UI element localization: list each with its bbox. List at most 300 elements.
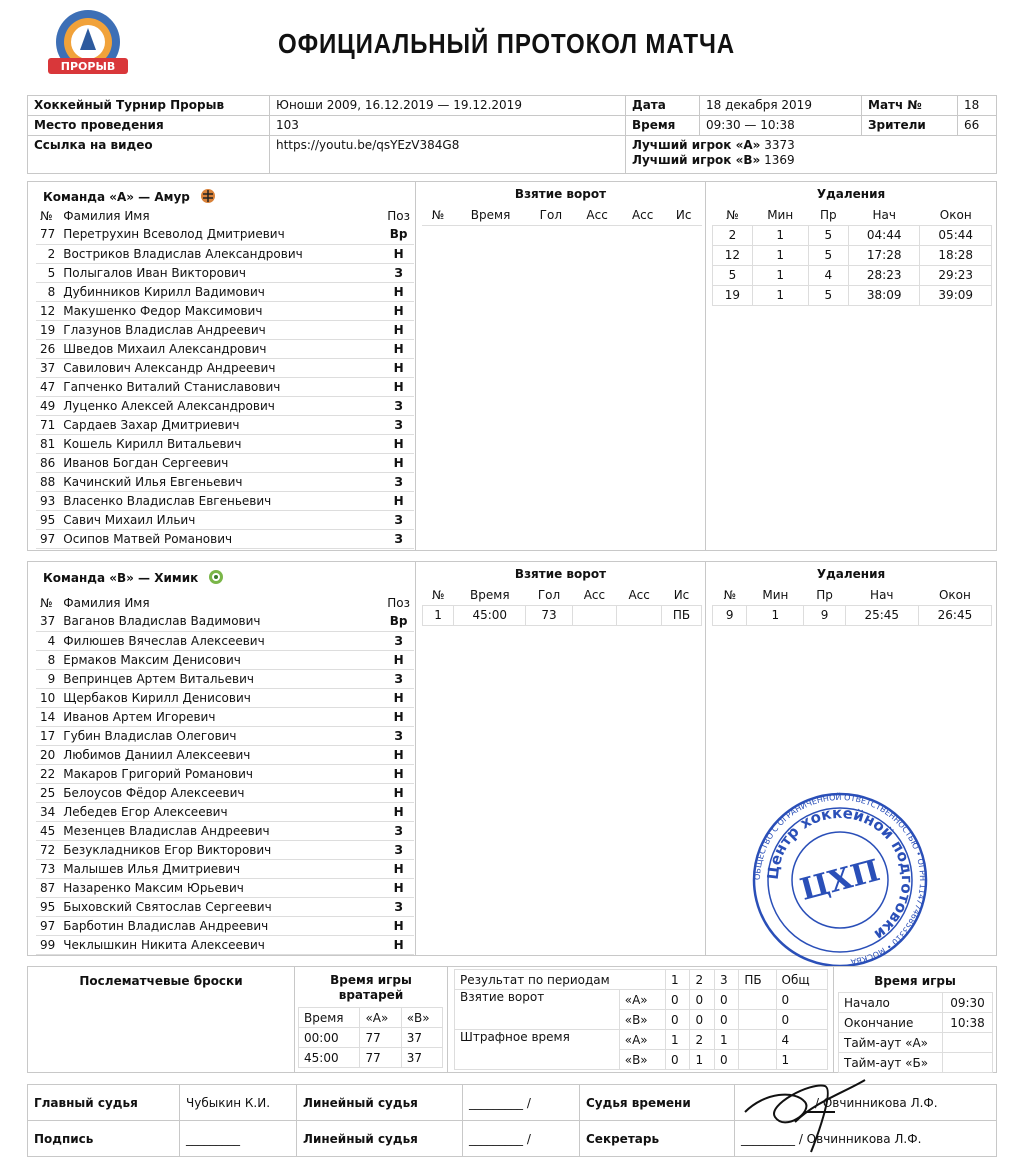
player-number: 97 bbox=[36, 529, 59, 548]
match-number: 18 bbox=[958, 96, 997, 116]
team-a-roster bbox=[28, 182, 416, 550]
player-row bbox=[36, 840, 414, 859]
best-players: Лучший игрок «А» 3373 Лучший игрок «В» 1369 bbox=[626, 136, 997, 174]
column-header: 2 bbox=[690, 970, 714, 990]
column-header: Ис bbox=[665, 205, 702, 225]
player-name: Макаров Григорий Романович bbox=[59, 764, 383, 783]
player-row bbox=[36, 225, 414, 244]
period-cell: 2 bbox=[690, 1030, 714, 1050]
player-position: Н bbox=[383, 301, 414, 320]
gk-cell: 77 bbox=[360, 1048, 401, 1068]
player-position: Вр bbox=[383, 225, 414, 244]
player-name: Иванов Богдан Сергеевич bbox=[59, 453, 383, 472]
player-position: З bbox=[383, 415, 414, 434]
player-position: З bbox=[383, 897, 414, 916]
column-header: Окон bbox=[920, 205, 992, 225]
player-row bbox=[36, 935, 414, 954]
column-header: Асс bbox=[572, 585, 617, 605]
grid-cell: 1 bbox=[752, 265, 808, 285]
grid-header bbox=[422, 205, 702, 225]
column-header: № bbox=[713, 205, 753, 225]
player-position: Н bbox=[383, 434, 414, 453]
grid-row bbox=[713, 265, 992, 285]
line-ref-1: _________ / bbox=[463, 1085, 580, 1121]
grid-cell: ПБ bbox=[662, 605, 702, 625]
periods-table bbox=[454, 969, 828, 1070]
player-number: 9 bbox=[36, 669, 59, 688]
date-label: Дата bbox=[626, 96, 700, 116]
player-name: Ермаков Максим Денисович bbox=[59, 650, 383, 669]
player-row bbox=[36, 358, 414, 377]
player-number: 12 bbox=[36, 301, 59, 320]
column-header: 3 bbox=[714, 970, 738, 990]
player-name: Савич Михаил Ильич bbox=[59, 510, 383, 529]
grid-row bbox=[713, 285, 992, 305]
tiger-logo-icon bbox=[200, 188, 216, 204]
team-b-goals bbox=[416, 562, 706, 955]
game-time-table: Начало 09:30 Окончание 10:38 Тайм-аут «А» Тайм-аут «Б» bbox=[838, 992, 993, 1073]
player-position: Н bbox=[383, 320, 414, 339]
team-mark: «В» bbox=[619, 1050, 665, 1070]
player-name: Перетрухин Всеволод Дмитриевич bbox=[59, 225, 383, 244]
goalie-time-title: Время игры вратарей bbox=[330, 973, 412, 1002]
player-number: 14 bbox=[36, 707, 59, 726]
team-mark: «А» bbox=[619, 990, 665, 1010]
game-time-title: Время игры bbox=[874, 974, 956, 988]
column-header: Асс bbox=[617, 585, 662, 605]
player-row bbox=[36, 859, 414, 878]
period-cell bbox=[739, 1030, 776, 1050]
player-name: Любимов Даниил Алексеевич bbox=[59, 745, 383, 764]
player-name: Луценко Алексей Александрович bbox=[59, 396, 383, 415]
period-cell: 0 bbox=[666, 1010, 690, 1030]
row-label: Штрафное время bbox=[455, 1030, 620, 1070]
player-position: Н bbox=[383, 859, 414, 878]
player-row bbox=[36, 510, 414, 529]
period-cell: 1 bbox=[666, 1030, 690, 1050]
column-header: № bbox=[422, 205, 454, 225]
match-number-label: Матч № bbox=[862, 96, 958, 116]
column-header: Гол bbox=[526, 585, 572, 605]
column-header: Общ bbox=[776, 970, 827, 990]
column-header: 1 bbox=[666, 970, 690, 990]
player-position: Н bbox=[383, 650, 414, 669]
player-name: Вепринцев Артем Витальевич bbox=[59, 669, 383, 688]
period-cell: 0 bbox=[776, 990, 827, 1010]
column-header: Окон bbox=[918, 585, 991, 605]
period-cell: 1 bbox=[714, 1030, 738, 1050]
column-header: Мин bbox=[747, 585, 804, 605]
player-number: 95 bbox=[36, 897, 59, 916]
period-row bbox=[455, 1030, 828, 1050]
grid-cell: 05:44 bbox=[920, 225, 992, 245]
player-row bbox=[36, 688, 414, 707]
grid-cell: 38:09 bbox=[848, 285, 919, 305]
sign-blank: _________ bbox=[180, 1121, 297, 1157]
grid-cell: 2 bbox=[713, 225, 753, 245]
player-number: 71 bbox=[36, 415, 59, 434]
match-info-table bbox=[27, 95, 997, 174]
grid-cell bbox=[572, 605, 617, 625]
team-mark: «А» bbox=[619, 1030, 665, 1050]
grid-header bbox=[713, 585, 992, 605]
column-header: Пр bbox=[804, 585, 845, 605]
team-b-roster bbox=[28, 562, 416, 955]
gk-header bbox=[299, 1008, 443, 1028]
team-a-penalties-title: Удаления bbox=[816, 187, 886, 201]
player-number: 26 bbox=[36, 339, 59, 358]
line-ref-2: _________ / bbox=[463, 1121, 580, 1157]
player-row bbox=[36, 764, 414, 783]
periods-panel bbox=[448, 967, 834, 1072]
player-name: Дубинников Кирилл Вадимович bbox=[59, 282, 383, 301]
player-number: 72 bbox=[36, 840, 59, 859]
column-header: № bbox=[423, 585, 454, 605]
column-header: Нач bbox=[848, 205, 919, 225]
tournament-logo bbox=[44, 8, 132, 80]
column-header: «В» bbox=[401, 1008, 442, 1028]
period-cell: 1 bbox=[776, 1050, 827, 1070]
team-a-goals-title: Взятие ворот bbox=[514, 187, 607, 201]
gk-cell: 77 bbox=[360, 1028, 401, 1048]
period-cell: 0 bbox=[690, 990, 714, 1010]
player-row bbox=[36, 669, 414, 688]
player-position: Н bbox=[383, 916, 414, 935]
team-a-goals-table bbox=[422, 205, 702, 226]
head-ref-label: Главный судья bbox=[28, 1085, 180, 1121]
line-ref-label-1: Линейный судья bbox=[297, 1085, 463, 1121]
video-link[interactable]: https://youtu.be/qsYEzV384G8 bbox=[270, 136, 626, 174]
player-position: З bbox=[383, 529, 414, 548]
player-name: Быховский Святослав Сергеевич bbox=[59, 897, 383, 916]
grid-cell: 19 bbox=[713, 285, 753, 305]
player-number: 8 bbox=[36, 282, 59, 301]
player-position: Н bbox=[383, 453, 414, 472]
match-time: 09:30 — 10:38 bbox=[700, 116, 862, 136]
grid-cell: 9 bbox=[713, 605, 747, 625]
player-row bbox=[36, 396, 414, 415]
player-number: 99 bbox=[36, 935, 59, 954]
player-position: Н bbox=[383, 745, 414, 764]
team-a-penalties bbox=[706, 182, 996, 550]
player-name: Кошель Кирилл Витальевич bbox=[59, 434, 383, 453]
player-number: 19 bbox=[36, 320, 59, 339]
player-position: Н bbox=[383, 707, 414, 726]
grid-cell: 28:23 bbox=[848, 265, 919, 285]
period-header bbox=[455, 970, 828, 990]
period-cell: 1 bbox=[690, 1050, 714, 1070]
period-cell: 0 bbox=[666, 990, 690, 1010]
grid-cell: 25:45 bbox=[845, 605, 918, 625]
player-name: Полыгалов Иван Викторович bbox=[59, 263, 383, 282]
player-name: Барботин Владислав Андреевич bbox=[59, 916, 383, 935]
grid-cell: 9 bbox=[804, 605, 845, 625]
player-row bbox=[36, 745, 414, 764]
grid-cell: 45:00 bbox=[454, 605, 526, 625]
svg-text:ОБЩЕСТВО С ОГРАНИЧЕННОЙ ОТВЕТС: ОБЩЕСТВО С ОГРАНИЧЕННОЙ ОТВЕТСТВЕННОСТЬЮ • ОГРН 1147746853310 • МОСКВА bbox=[752, 792, 928, 967]
grid-row bbox=[423, 605, 702, 625]
player-number: 49 bbox=[36, 396, 59, 415]
svg-text:Центр хоккейной подготовки: Центр хоккейной подготовки bbox=[763, 803, 917, 944]
column-header: «А» bbox=[360, 1008, 401, 1028]
logo-text: ПРОРЫВ bbox=[60, 60, 116, 73]
team-b-goals-table bbox=[422, 585, 702, 626]
grid-cell: 5 bbox=[713, 265, 753, 285]
division: Юноши 2009, 16.12.2019 — 19.12.2019 bbox=[270, 96, 626, 116]
period-cell bbox=[739, 1010, 776, 1030]
player-row bbox=[36, 320, 414, 339]
player-position: Н bbox=[383, 878, 414, 897]
period-cell: 0 bbox=[690, 1010, 714, 1030]
player-number: 37 bbox=[36, 612, 59, 631]
column-header: Время bbox=[454, 205, 528, 225]
player-name: Сардаев Захар Дмитриевич bbox=[59, 415, 383, 434]
column-header: Время bbox=[454, 585, 526, 605]
grid-cell: 5 bbox=[808, 285, 848, 305]
period-cell: 4 bbox=[776, 1030, 827, 1050]
tournament-name: Хоккейный Турнир Прорыв bbox=[28, 96, 270, 116]
svg-text:ЦХП: ЦХП bbox=[796, 853, 884, 908]
player-number: 88 bbox=[36, 472, 59, 491]
goalie-time-table bbox=[298, 1007, 443, 1068]
gk-cell: 45:00 bbox=[299, 1048, 360, 1068]
player-row bbox=[36, 783, 414, 802]
player-name: Качинский Илья Евгеньевич bbox=[59, 472, 383, 491]
grid-header bbox=[713, 205, 992, 225]
player-number: 37 bbox=[36, 358, 59, 377]
time-label: Время bbox=[626, 116, 700, 136]
page-title: ОФИЦИАЛЬНЫЙ ПРОТОКОЛ МАТЧА bbox=[278, 28, 736, 59]
player-row bbox=[36, 878, 414, 897]
player-position: Н bbox=[383, 688, 414, 707]
team-b-roster-table: № Фамилия Имя Поз 37 Ваганов Владислав Вадимович Вр 4 Филюшев Вячеслав Алексеевич З 8 Ермаков Максим Денисович Н 9 Вепринцев Артем Витальевич З 10 Щербаков Кирилл Денисович Н 14 Иванов Артем Игоревич Н 17 Губин Владислав Олегович З 20 Любимов Даниил Алексеевич Н 22 Макаров Григорий Романович Н 25 Белоусов Фёдор Алексеевич Н 34 Лебедев Егор Алексеевич Н 45 Мезенцев Владислав Андреевич З 72 Безукладников Егор Викторович З 73 Малышев Илья Дмитриевич Н 87 Назаренко Максим Юрьевич Н 95 Быховский Святослав Сергеевич З 97 Барботин Владислав Андреевич Н 99 Чеклышкин Никита Алексеевич Н bbox=[36, 593, 414, 955]
team-b-title: Команда «В» — Химик bbox=[43, 569, 224, 585]
player-row bbox=[36, 434, 414, 453]
player-position: Н bbox=[383, 764, 414, 783]
period-cell bbox=[739, 1050, 776, 1070]
player-row bbox=[36, 415, 414, 434]
player-name: Востриков Владислав Александрович bbox=[59, 244, 383, 263]
gk-cell: 37 bbox=[401, 1048, 442, 1068]
player-number: 17 bbox=[36, 726, 59, 745]
grid-cell: 4 bbox=[808, 265, 848, 285]
column-header: Гол bbox=[527, 205, 574, 225]
shootout-panel bbox=[28, 967, 295, 1072]
player-row bbox=[36, 821, 414, 840]
periods-title: Результат по периодам bbox=[455, 970, 666, 990]
player-position: Н bbox=[383, 491, 414, 510]
grid-cell: 73 bbox=[526, 605, 572, 625]
player-row bbox=[36, 282, 414, 301]
column-header: Асс bbox=[620, 205, 666, 225]
player-row bbox=[36, 612, 414, 631]
player-position: Н bbox=[383, 377, 414, 396]
grid-cell: 29:23 bbox=[920, 265, 992, 285]
team-a-roster-table: № Фамилия Имя Поз 77 Перетрухин Всеволод Дмитриевич Вр 2 Востриков Владислав Александрович Н 5 Полыгалов Иван Викторович З 8 Дубинников Кирилл Вадимович Н 12 Макушенко Федор Максимович Н 19 Глазунов Владислав Андреевич Н 26 Шведов Михаил Александрович Н 37 Савилович Александр Андреевич Н 47 Гапченко Виталий Станиславович Н 49 Луценко Алексей Александрович З 71 Сардаев Захар Дмитриевич З 81 Кошель Кирилл Витальевич Н 86 Иванов Богдан Сергеевич Н 88 Качинский Илья Евгеньевич З 93 Власенко Владислав Евгеньевич Н 95 Савич Михаил Ильич З 97 Осипов Матвей Романович З bbox=[36, 206, 414, 549]
player-number: 22 bbox=[36, 764, 59, 783]
player-row bbox=[36, 802, 414, 821]
player-position: Н bbox=[383, 339, 414, 358]
player-number: 95 bbox=[36, 510, 59, 529]
grid-cell: 18:28 bbox=[920, 245, 992, 265]
player-name: Макушенко Федор Максимович bbox=[59, 301, 383, 320]
player-name: Савилович Александр Андреевич bbox=[59, 358, 383, 377]
player-row bbox=[36, 244, 414, 263]
player-number: 77 bbox=[36, 225, 59, 244]
player-position: З bbox=[383, 840, 414, 859]
player-name: Глазунов Владислав Андреевич bbox=[59, 320, 383, 339]
line-ref-label-2: Линейный судья bbox=[297, 1121, 463, 1157]
period-cell: 0 bbox=[714, 1050, 738, 1070]
player-position: З bbox=[383, 263, 414, 282]
team-b-penalties-table bbox=[712, 585, 992, 626]
grid-cell: 5 bbox=[808, 245, 848, 265]
player-row bbox=[36, 377, 414, 396]
player-name: Осипов Матвей Романович bbox=[59, 529, 383, 548]
grid-cell: 39:09 bbox=[920, 285, 992, 305]
player-name: Щербаков Кирилл Денисович bbox=[59, 688, 383, 707]
venue-label: Место проведения bbox=[28, 116, 270, 136]
player-number: 87 bbox=[36, 878, 59, 897]
player-row bbox=[36, 916, 414, 935]
player-row bbox=[36, 707, 414, 726]
column-header: Пр bbox=[808, 205, 848, 225]
player-number: 93 bbox=[36, 491, 59, 510]
player-name: Филюшев Вячеслав Алексеевич bbox=[59, 631, 383, 650]
team-a-goals bbox=[416, 182, 706, 550]
team-mark: «В» bbox=[619, 1010, 665, 1030]
team-a-penalties-table bbox=[712, 205, 992, 306]
period-cell: 0 bbox=[776, 1010, 827, 1030]
column-header: Время bbox=[299, 1008, 360, 1028]
sign-label: Подпись bbox=[28, 1121, 180, 1157]
player-name: Лебедев Егор Алексеевич bbox=[59, 802, 383, 821]
player-name: Мезенцев Владислав Андреевич bbox=[59, 821, 383, 840]
video-label: Ссылка на видео bbox=[28, 136, 270, 174]
timekeeper: / Овчинникова Л.Ф. bbox=[735, 1085, 997, 1121]
secretary: _________ / Овчинникова Л.Ф. bbox=[735, 1121, 997, 1157]
player-row bbox=[36, 472, 414, 491]
player-row bbox=[36, 631, 414, 650]
player-position: Н bbox=[383, 358, 414, 377]
timekeeper-label: Судья времени bbox=[580, 1085, 735, 1121]
match-date: 18 декабря 2019 bbox=[700, 96, 862, 116]
player-number: 4 bbox=[36, 631, 59, 650]
player-position: Н bbox=[383, 935, 414, 954]
period-cell: 0 bbox=[714, 990, 738, 1010]
player-position: Н bbox=[383, 783, 414, 802]
player-number: 8 bbox=[36, 650, 59, 669]
player-name: Ваганов Владислав Вадимович bbox=[59, 612, 383, 631]
gk-row bbox=[299, 1048, 443, 1068]
player-row bbox=[36, 529, 414, 548]
period-cell: 0 bbox=[714, 1010, 738, 1030]
player-name: Назаренко Максим Юрьевич bbox=[59, 878, 383, 897]
grid-row bbox=[713, 245, 992, 265]
player-row bbox=[36, 453, 414, 472]
column-header: Асс bbox=[574, 205, 620, 225]
player-position: Н bbox=[383, 244, 414, 263]
player-row bbox=[36, 726, 414, 745]
player-position: З bbox=[383, 510, 414, 529]
spectators: 66 bbox=[958, 116, 997, 136]
himik-logo-icon bbox=[208, 569, 224, 585]
player-name: Шведов Михаил Александрович bbox=[59, 339, 383, 358]
grid-cell: 12 bbox=[713, 245, 753, 265]
grid-cell: 1 bbox=[752, 225, 808, 245]
player-number: 86 bbox=[36, 453, 59, 472]
column-header: ПБ bbox=[739, 970, 776, 990]
grid-cell: 5 bbox=[808, 225, 848, 245]
gk-cell: 37 bbox=[401, 1028, 442, 1048]
game-time-panel bbox=[834, 967, 996, 1072]
grid-row bbox=[713, 605, 992, 625]
player-position: З bbox=[383, 726, 414, 745]
player-position: З bbox=[383, 472, 414, 491]
player-number: 47 bbox=[36, 377, 59, 396]
official-stamp bbox=[750, 790, 930, 970]
team-a-section bbox=[27, 181, 997, 551]
team-b-goals-title: Взятие ворот bbox=[514, 567, 607, 581]
signature bbox=[735, 1072, 875, 1156]
period-row bbox=[455, 990, 828, 1010]
goalie-time-panel bbox=[295, 967, 448, 1072]
grid-cell: 26:45 bbox=[918, 605, 991, 625]
player-number: 10 bbox=[36, 688, 59, 707]
player-name: Гапченко Виталий Станиславович bbox=[59, 377, 383, 396]
grid-cell: 1 bbox=[423, 605, 454, 625]
player-number: 81 bbox=[36, 434, 59, 453]
team-b-penalties-title: Удаления bbox=[816, 567, 886, 581]
player-name: Власенко Владислав Евгеньевич bbox=[59, 491, 383, 510]
gk-row bbox=[299, 1028, 443, 1048]
grid-cell bbox=[617, 605, 662, 625]
grid-cell: 1 bbox=[752, 245, 808, 265]
player-row bbox=[36, 301, 414, 320]
secretary-label: Секретарь bbox=[580, 1121, 735, 1157]
player-number: 2 bbox=[36, 244, 59, 263]
player-name: Иванов Артем Игоревич bbox=[59, 707, 383, 726]
column-header: Нач bbox=[845, 585, 918, 605]
player-position: З bbox=[383, 821, 414, 840]
period-cell bbox=[739, 990, 776, 1010]
grid-cell: 1 bbox=[752, 285, 808, 305]
player-number: 25 bbox=[36, 783, 59, 802]
player-position: Вр bbox=[383, 612, 414, 631]
player-number: 97 bbox=[36, 916, 59, 935]
column-header: Ис bbox=[662, 585, 702, 605]
period-cell: 0 bbox=[666, 1050, 690, 1070]
grid-cell: 04:44 bbox=[848, 225, 919, 245]
grid-cell: 17:28 bbox=[848, 245, 919, 265]
player-number: 5 bbox=[36, 263, 59, 282]
grid-header bbox=[423, 585, 702, 605]
player-name: Чеклышкин Никита Алексеевич bbox=[59, 935, 383, 954]
column-header: № bbox=[713, 585, 747, 605]
player-position: З bbox=[383, 631, 414, 650]
player-position: З bbox=[383, 669, 414, 688]
spectators-label: Зрители bbox=[862, 116, 958, 136]
grid-row bbox=[713, 225, 992, 245]
head-ref: Чубыкин К.И. bbox=[180, 1085, 297, 1121]
player-number: 20 bbox=[36, 745, 59, 764]
player-row bbox=[36, 650, 414, 669]
player-number: 45 bbox=[36, 821, 59, 840]
player-row bbox=[36, 339, 414, 358]
grid-cell: 1 bbox=[747, 605, 804, 625]
team-a-title: Команда «А» — Амур bbox=[43, 188, 216, 204]
player-position: Н bbox=[383, 802, 414, 821]
